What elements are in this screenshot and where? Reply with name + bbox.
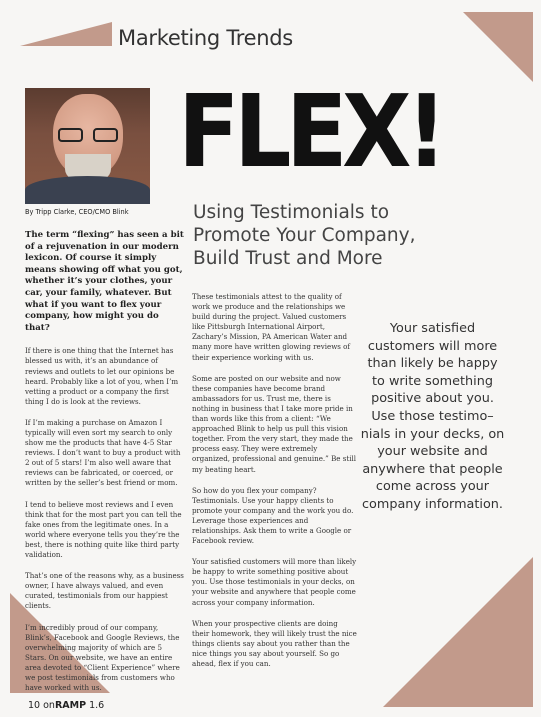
body-paragraph: If I’m making a purchase on Amazon I typically will even sort my search to only show me the products that have 4-5 Star reviews. I don’t want to buy a product with 2 out of 5 stars! I’m also well aware that reviews can be fabricated, or coerced, or written by the seller’s best friend or mom. (25, 417, 181, 488)
subtitle (193, 201, 473, 270)
body-paragraph: I’m incredibly proud of our company, Blink’s, Facebook and Google Reviews, the overwhelming majority of which are 5 Stars. On our website, we have an entire area devoted to “Client Experience” where we post testimonials from customers who have worked with us. (25, 622, 180, 693)
section-title: Marketing Trends (118, 26, 293, 50)
author-photo (25, 88, 150, 204)
corner-triangle-top-left (20, 22, 112, 46)
subtitle-line: Build Trust and More (193, 248, 383, 269)
body-paragraph: Some are posted on our website and now these companies have become brand ambassadors for us. Trust me, there is nothing in business that I take more pride in than words like this from a client: “We approached Blink to help us pull this vision together. From the very start, they made the process easy. They were extremely organized, professional and genuine.” Be still my beating heart. (192, 373, 357, 474)
body-paragraph: When your prospective clients are doing their homework, they will likely trust the nice things clients say about you rather than the nice things you say about yourself. So go ahead, flex if you can. (192, 618, 357, 668)
headline: FLEX! (178, 73, 442, 190)
corner-triangle-bottom-right (383, 557, 533, 707)
body-paragraph: That’s one of the reasons why, as a business owner, I have always valued, and even curated, testimonials from our happiest clients. (25, 571, 184, 611)
lead-paragraph: The term “flexing” has seen a bit of a rejuvenation in our modern lexicon. Of course it simply means showing off what you got, whether it’s your clothes, your car, your family, whatever. But what if you want to flex your company, how might you do that? (25, 230, 184, 333)
subtitle-line: Promote Your Company, (193, 225, 416, 246)
magazine-name: onRAMP (43, 700, 87, 711)
pull-quote: Your satisfied customers will more than likely be happy to write something positive about you. Use those testimo–nials in your decks, on your website and anywhere that people come across your company information. (360, 321, 505, 512)
body-paragraph: These testimonials attest to the quality of work we produce and the relationships we build during the project. Valued customers like Pittsburgh International Airport, Zachary’s Mission, PA American Water and many more have written glowing reviews of their experience working with us. (192, 292, 351, 362)
article-column-middle (192, 292, 357, 680)
body-paragraph: Your satisfied customers will more than likely be happy to write something positive about you. Use those testimonials in your decks, on your website and anywhere that people come across your company information. (192, 557, 357, 607)
page-number: 10 (28, 700, 41, 711)
page-footer (28, 700, 104, 711)
body-paragraph: If there is one thing that the Internet has blessed us with, it’s an abundance of reviews and outlets to let our opinions be heard. Probably like a lot of you, when I’m vetting a product or a company the first thing I do is look at the reviews. (25, 346, 179, 406)
corner-triangle-top-right (463, 12, 533, 82)
issue-number: 1.6 (89, 700, 105, 711)
byline: By Tripp Clarke, CEO/CMO Blink (25, 208, 129, 216)
subtitle-line: Using Testimonials to (193, 202, 390, 223)
body-paragraph: I tend to believe most reviews and I even think that for the most part you can tell the fake ones from the legitimate ones. In a world where everyone tells you they’re the best, there is nothing quite like third party validation. (25, 499, 182, 560)
body-paragraph: So how do you flex your company? Testimonials. Use your happy clients to promote your company and the work you do. Leverage those experiences and relationships. Ask them to write a Google or Facebook review. (192, 485, 354, 546)
article-column-left (25, 230, 185, 704)
